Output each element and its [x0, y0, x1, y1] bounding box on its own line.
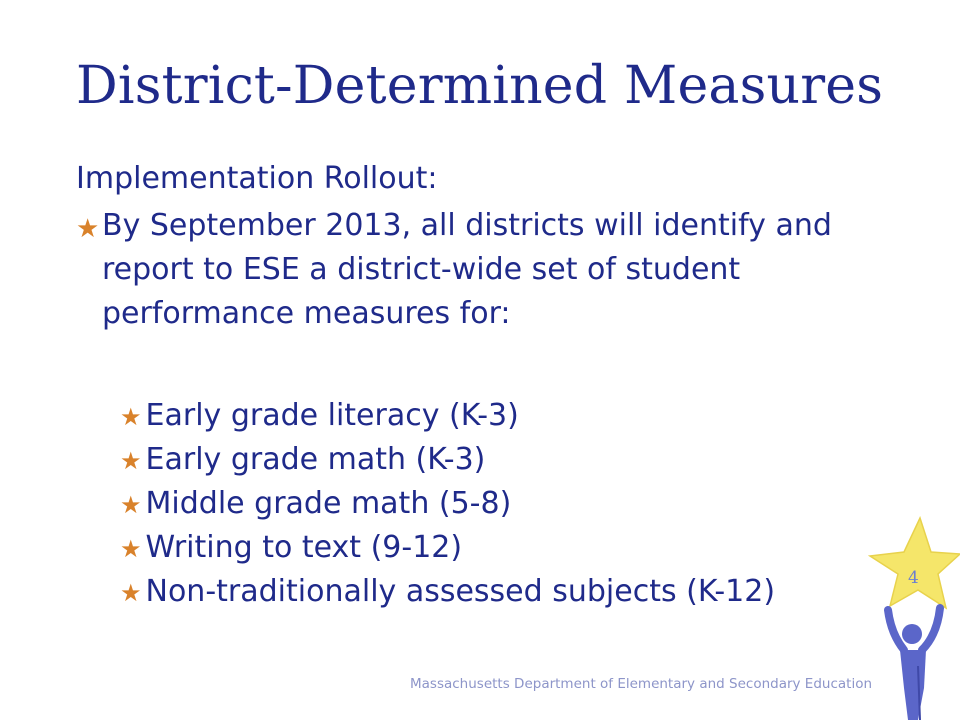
star-icon: ★ [120, 447, 142, 475]
main-bullet [76, 204, 886, 336]
sub-bullet [120, 438, 775, 482]
footer: Massachusetts Department of Elementary and Secondary Education [410, 676, 873, 692]
sub-bullet [120, 570, 775, 614]
star-icon: ★ [120, 535, 142, 563]
main-bullet-text: By September 2013, all districts will identify and report to ESE a district-wide set of student performance measures for: [102, 208, 832, 331]
sub-bullet [120, 482, 775, 526]
page-number: 4 [908, 568, 919, 588]
sub-bullet-text: Writing to text (9-12) [145, 530, 463, 565]
slide-title: District-Determined Measures [76, 56, 884, 116]
sub-bullet-text: Non-traditionally assessed subjects (K-12) [145, 574, 776, 609]
star-icon: ★ [120, 579, 142, 607]
sub-bullet [120, 394, 775, 438]
sub-bullet [120, 526, 775, 570]
sub-bullet-text: Middle grade math (5-8) [145, 486, 512, 521]
star-icon: ★ [120, 403, 142, 431]
sub-bullet-list [120, 394, 775, 614]
person-holding-star-icon [860, 516, 960, 720]
section-heading: Implementation Rollout: [76, 161, 438, 196]
star-icon: ★ [76, 214, 100, 244]
sub-bullet-text: Early grade literacy (K-3) [145, 398, 519, 433]
star-icon: ★ [120, 491, 142, 519]
sub-bullet-text: Early grade math (K-3) [145, 442, 486, 477]
